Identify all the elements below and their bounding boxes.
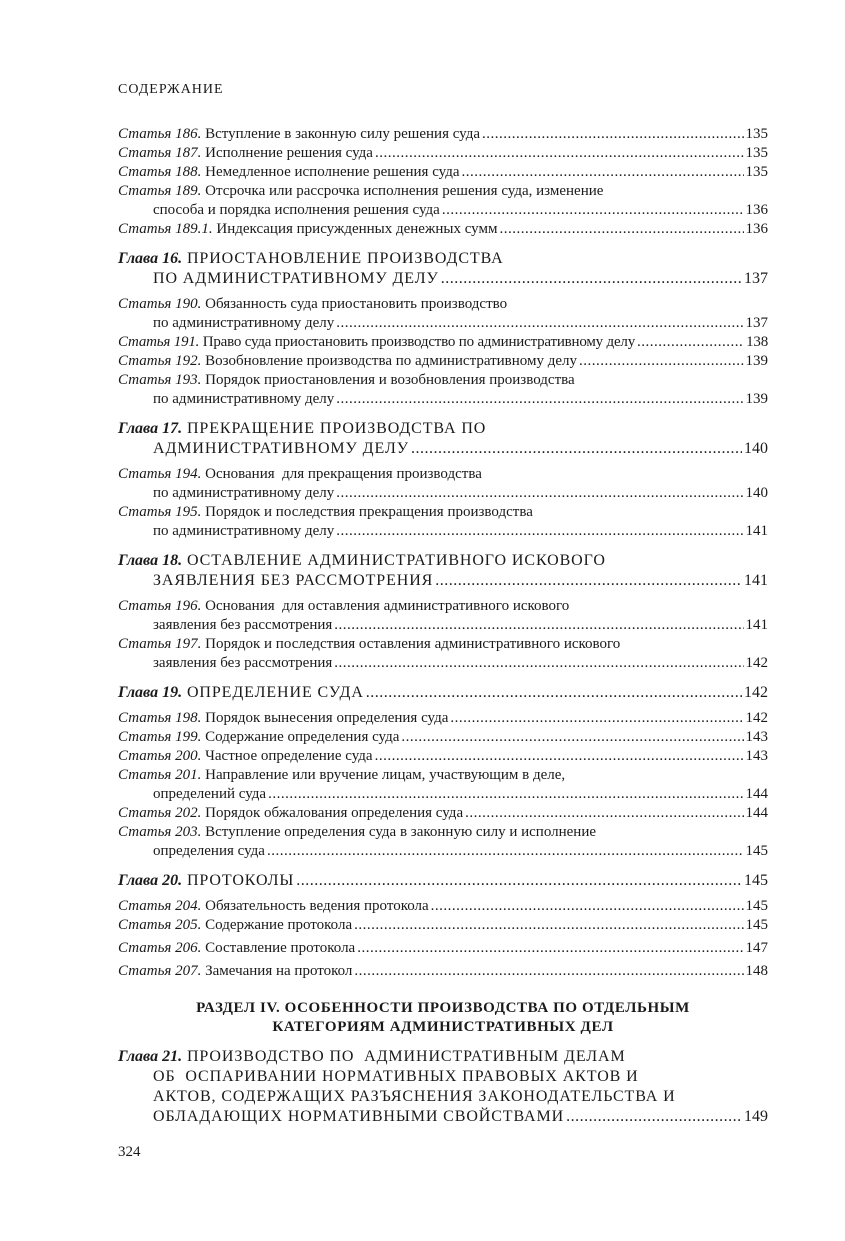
chapter-title: ПО АДМИНИСТРАТИВНОМУ ДЕЛУ — [153, 270, 439, 287]
dot-leader — [296, 872, 742, 890]
article-label: Статья 201. — [118, 767, 202, 783]
dot-leader — [499, 221, 743, 238]
entry-title: Право суда приостановить производство по административному делу — [202, 334, 636, 350]
page-number: 135 — [745, 164, 768, 180]
section-heading: РАЗДЕЛ IV. ОСОБЕННОСТИ ПРОИЗВОДСТВА ПО ОТДЕЛЬНЫМ — [196, 1000, 690, 1016]
toc-entry-continuation — [118, 617, 768, 636]
chapter-heading-continuation — [118, 1068, 768, 1089]
toc-entry — [118, 767, 768, 786]
dot-leader — [336, 315, 743, 332]
entry-title: определения суда — [153, 843, 265, 859]
dot-leader — [442, 202, 744, 219]
toc-entry — [118, 898, 768, 917]
dot-leader — [450, 710, 743, 727]
section-heading-continuation: КАТЕГОРИЯМ АДМИНИСТРАТИВНЫХ ДЕЛ — [272, 1019, 614, 1035]
article-label: Статья 199. — [118, 729, 202, 745]
article-label: Статья 189. — [118, 183, 202, 199]
chapter-title: ОСТАВЛЕНИЕ АДМИНИСТРАТИВНОГО ИСКОВОГО — [186, 552, 606, 569]
dot-leader — [411, 440, 742, 458]
dot-leader — [441, 270, 742, 288]
chapter-title: ОБ ОСПАРИВАНИИ НОРМАТИВНЫХ ПРАВОВЫХ АКТОВ И — [153, 1068, 639, 1085]
dot-leader — [462, 164, 744, 181]
page-number: 139 — [745, 391, 768, 407]
entry-title: Порядок и последствия прекращения производства — [205, 504, 533, 520]
page-number: 145 — [745, 898, 768, 914]
entry-title: определений суда — [153, 786, 267, 802]
chapter-title: ЗАЯВЛЕНИЯ БЕЗ РАССМОТРЕНИЯ — [153, 572, 434, 589]
chapter-heading-continuation — [118, 440, 768, 461]
chapter-title: ОБЛАДАЮЩИХ НОРМАТИВНЫМИ СВОЙСТВАМИ — [153, 1108, 565, 1125]
page-number: 141 — [745, 617, 768, 633]
toc-entry — [118, 748, 768, 767]
article-label: Статья 206. — [118, 940, 202, 956]
entry-title: Замечания на протокол — [205, 963, 353, 979]
dot-leader — [431, 898, 744, 915]
toc-entry-continuation — [118, 843, 768, 862]
running-header: СОДЕРЖАНИЕ — [118, 82, 224, 97]
dot-leader — [354, 963, 743, 980]
dot-leader — [401, 729, 743, 746]
dot-leader — [566, 1108, 742, 1126]
dot-leader — [482, 126, 743, 143]
dot-leader — [357, 940, 743, 957]
page-number: 136 — [745, 202, 768, 218]
article-label: Статья 191. — [118, 334, 200, 350]
entry-title: способа и порядка исполнения решения суда — [153, 202, 440, 218]
entry-title: по административному делу — [153, 391, 335, 407]
toc-entry — [118, 164, 768, 183]
dot-leader — [268, 786, 743, 803]
article-label: Статья 202. — [118, 805, 202, 821]
entry-title: Обязательность ведения протокола — [205, 898, 429, 914]
entry-title: Возобновление производства по административному делу — [205, 353, 578, 369]
toc-entry — [118, 353, 768, 372]
dot-leader — [334, 617, 743, 634]
toc-entry — [118, 221, 768, 240]
entry-title: заявления без рассмотрения — [153, 617, 333, 633]
article-label: Статья 194. — [118, 466, 202, 482]
chapter-heading — [118, 420, 768, 441]
chapter-heading — [118, 552, 768, 573]
page-number: 144 — [745, 805, 768, 821]
toc-entry — [118, 729, 768, 748]
page-number: 141 — [744, 572, 768, 589]
chapter-heading-continuation — [118, 1108, 768, 1129]
entry-title: Порядок вынесения определения суда — [205, 710, 449, 726]
toc-entry-continuation — [118, 391, 768, 410]
entry-title: по административному делу — [153, 485, 335, 501]
dot-leader — [375, 748, 744, 765]
page-number: 142 — [745, 710, 768, 726]
entry-title: Частное определение суда — [205, 748, 373, 764]
entry-title: Обязанность суда приостановить производство — [205, 296, 508, 312]
article-label: Статья 187. — [118, 145, 202, 161]
entry-title: Индексация присужденных денежных сумм — [216, 221, 498, 237]
chapter-heading — [118, 684, 768, 705]
entry-title: Вступление в законную силу решения суда — [205, 126, 481, 142]
chapter-title: ПРОИЗВОДСТВО ПО АДМИНИСТРАТИВНЫМ ДЕЛАМ — [186, 1048, 626, 1065]
entry-title: Направление или вручение лицам, участвующим в деле, — [205, 767, 566, 783]
toc-entry — [118, 963, 768, 982]
article-label: Статья 197. — [118, 636, 202, 652]
page-folio: 324 — [118, 1144, 141, 1160]
page-number: 143 — [745, 729, 768, 745]
chapter-heading-continuation — [118, 1088, 768, 1109]
chapter-heading-continuation — [118, 270, 768, 291]
page-number: 141 — [745, 523, 768, 539]
chapter-heading-continuation — [118, 572, 768, 593]
dot-leader — [579, 353, 743, 370]
dot-leader — [336, 485, 743, 502]
entry-title: Порядок приостановления и возобновления производства — [205, 372, 575, 388]
toc-entry — [118, 636, 768, 655]
toc-entry-continuation — [118, 523, 768, 542]
entry-title: Порядок обжалования определения суда — [205, 805, 464, 821]
article-label: Статья 195. — [118, 504, 202, 520]
page-number: 140 — [744, 440, 768, 457]
toc-entry — [118, 372, 768, 391]
dot-leader — [267, 843, 744, 860]
toc-entry — [118, 824, 768, 843]
entry-title: Содержание определения суда — [205, 729, 400, 745]
toc-entry-continuation — [118, 202, 768, 221]
page-number: 135 — [745, 145, 768, 161]
toc-entry — [118, 940, 768, 959]
entry-title: Составление протокола — [205, 940, 356, 956]
page-number: 148 — [745, 963, 768, 979]
article-label: Статья 207. — [118, 963, 202, 979]
article-label: Статья 186. — [118, 126, 202, 142]
entry-title: Основания для прекращения производства — [205, 466, 482, 482]
dot-leader — [334, 655, 743, 672]
chapter-heading — [118, 872, 768, 893]
page-number: 142 — [745, 655, 768, 671]
page-number: 147 — [745, 940, 768, 956]
dot-leader — [336, 391, 743, 408]
article-label: Статья 188. — [118, 164, 202, 180]
entry-title: Немедленное исполнение решения суда — [205, 164, 460, 180]
entry-title: Основания для оставления административного искового — [205, 598, 570, 614]
toc-entry — [118, 917, 768, 936]
chapter-heading — [118, 250, 768, 271]
page-number: 149 — [744, 1108, 768, 1125]
toc-entry — [118, 296, 768, 315]
page-number: 144 — [745, 786, 768, 802]
page-number: 137 — [744, 270, 768, 287]
chapter-label: Глава 16. — [118, 250, 183, 267]
dot-leader — [435, 572, 742, 590]
toc-entry — [118, 710, 768, 729]
entry-title: Отсрочка или рассрочка исполнения решения суда, изменение — [205, 183, 604, 199]
article-label: Статья 198. — [118, 710, 202, 726]
toc-entry-continuation — [118, 786, 768, 805]
dot-leader — [354, 917, 743, 934]
chapter-label: Глава 18. — [118, 552, 183, 569]
article-label: Статья 205. — [118, 917, 202, 933]
page-number: 145 — [745, 917, 768, 933]
toc-entry-continuation — [118, 315, 768, 334]
article-label: Статья 189.1. — [118, 221, 213, 237]
page-number: 139 — [745, 353, 768, 369]
page-number: 136 — [745, 221, 768, 237]
article-label: Статья 196. — [118, 598, 202, 614]
chapter-label: Глава 20. — [118, 872, 183, 889]
article-label: Статья 203. — [118, 824, 202, 840]
page-number: 140 — [745, 485, 768, 501]
dot-leader — [375, 145, 744, 162]
page-number: 138 — [746, 334, 768, 350]
toc-entry — [118, 598, 768, 617]
chapter-label: Глава 21. — [118, 1048, 183, 1065]
entry-title: Содержание протокола — [205, 917, 353, 933]
page-number: 142 — [744, 684, 768, 701]
page-number: 137 — [745, 315, 768, 331]
article-label: Статья 193. — [118, 372, 202, 388]
entry-title: по административному делу — [153, 315, 335, 331]
entry-title: Порядок и последствия оставления административного искового — [205, 636, 621, 652]
dot-leader — [366, 684, 742, 702]
entry-title: заявления без рассмотрения — [153, 655, 333, 671]
toc-entry — [118, 805, 768, 824]
toc-entry — [118, 183, 768, 202]
entry-title: Исполнение решения суда — [205, 145, 373, 161]
toc-entry — [118, 126, 768, 145]
chapter-title: ПРИОСТАНОВЛЕНИЕ ПРОИЗВОДСТВА — [186, 250, 504, 267]
chapter-label: Глава 17. — [118, 420, 183, 437]
page-number: 143 — [745, 748, 768, 764]
article-label: Статья 192. — [118, 353, 202, 369]
chapter-title: ПРЕКРАЩЕНИЕ ПРОИЗВОДСТВА ПО — [186, 420, 487, 437]
toc-entry — [118, 504, 768, 523]
page-number: 145 — [744, 872, 768, 889]
article-label: Статья 204. — [118, 898, 202, 914]
toc-entry — [118, 466, 768, 485]
chapter-title: ОПРЕДЕЛЕНИЕ СУДА — [186, 684, 364, 701]
entry-title: Вступление определения суда в законную силу и исполнение — [205, 824, 597, 840]
entry-title: по административному делу — [153, 523, 335, 539]
chapter-title: АКТОВ, СОДЕРЖАЩИХ РАЗЪЯСНЕНИЯ ЗАКОНОДАТЕЛЬСТВА И — [153, 1088, 676, 1105]
dot-leader — [336, 523, 743, 540]
toc-page — [118, 0, 768, 1241]
chapter-title: ПРОТОКОЛЫ — [186, 872, 295, 889]
chapter-heading — [118, 1048, 768, 1069]
page-number: 145 — [745, 843, 768, 859]
toc-entry — [118, 334, 768, 353]
article-label: Статья 200. — [118, 748, 202, 764]
dot-leader — [637, 334, 744, 351]
page-number: 135 — [745, 126, 768, 142]
chapter-label: Глава 19. — [118, 684, 183, 701]
toc-entry-continuation — [118, 485, 768, 504]
toc-entry — [118, 145, 768, 164]
dot-leader — [465, 805, 743, 822]
chapter-title: АДМИНИСТРАТИВНОМУ ДЕЛУ — [153, 440, 409, 457]
article-label: Статья 190. — [118, 296, 202, 312]
toc-entry-continuation — [118, 655, 768, 674]
